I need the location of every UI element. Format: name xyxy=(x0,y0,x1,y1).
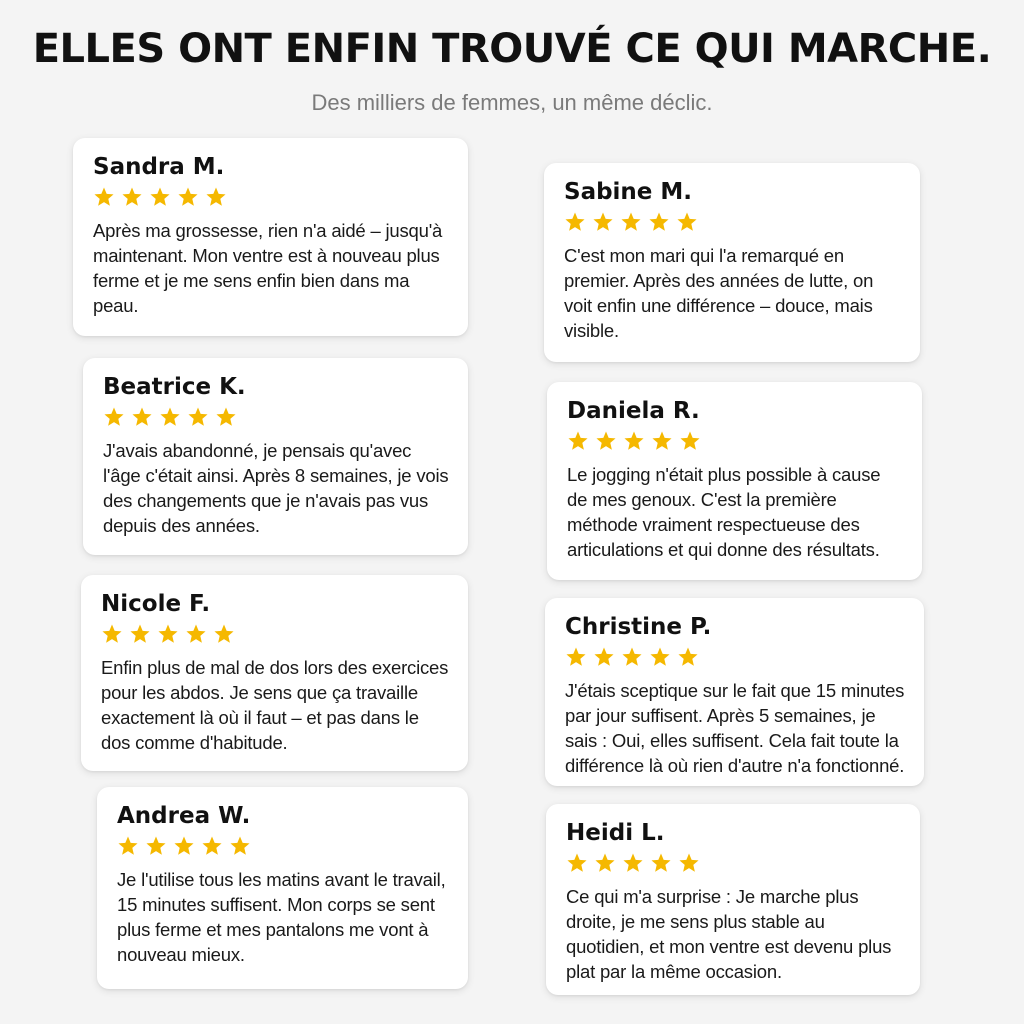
star-icon xyxy=(564,211,586,233)
star-icon xyxy=(567,430,589,452)
star-icon xyxy=(623,430,645,452)
review-card-andrea xyxy=(97,787,468,989)
star-icon xyxy=(177,186,199,208)
star-icon xyxy=(229,835,251,857)
review-text: Le jogging n'était plus possible à cause de mes genoux. C'est la première méthode vraiment respectueuse des articulations et qui donne des résultats. xyxy=(567,464,881,560)
review-text: Je l'utilise tous les matins avant le travail, 15 minutes suffisent. Mon corps se sent plus ferme et mes pantalons me vont à nouveau mieux. xyxy=(117,869,446,965)
reviewer-name: Beatrice K. xyxy=(103,374,246,400)
star-icon xyxy=(649,646,671,668)
star-icon xyxy=(648,211,670,233)
star-icon xyxy=(651,430,673,452)
review-card-christine xyxy=(545,598,924,786)
star-icon xyxy=(679,430,701,452)
star-icon xyxy=(201,835,223,857)
star-rating xyxy=(93,186,450,208)
star-icon xyxy=(159,406,181,428)
review-text: C'est mon mari qui l'a remarqué en premier. Après des années de lutte, on voit enfin une différence – douce, mais visible. xyxy=(564,245,874,341)
star-icon xyxy=(622,852,644,874)
review-card-beatrice xyxy=(83,358,468,555)
reviewer-name: Heidi L. xyxy=(566,820,665,846)
star-icon xyxy=(595,430,617,452)
star-icon xyxy=(678,852,700,874)
star-icon xyxy=(101,623,123,645)
star-icon xyxy=(620,211,642,233)
star-icon xyxy=(650,852,672,874)
star-rating xyxy=(101,623,450,645)
star-icon xyxy=(187,406,209,428)
star-icon xyxy=(676,211,698,233)
star-icon xyxy=(205,186,227,208)
review-card-sabine xyxy=(544,163,920,362)
star-icon xyxy=(565,646,587,668)
reviewer-name: Nicole F. xyxy=(101,591,211,617)
star-icon xyxy=(593,646,615,668)
star-icon xyxy=(173,835,195,857)
star-rating xyxy=(565,646,906,668)
review-card-daniela xyxy=(547,382,922,580)
star-rating xyxy=(117,835,450,857)
star-icon xyxy=(215,406,237,428)
review-text: Ce qui m'a surprise : Je marche plus droite, je me sens plus stable au quotidien, et mon ventre est devenu plus plat par la même occasion. xyxy=(566,886,892,982)
star-icon xyxy=(129,623,151,645)
star-icon xyxy=(592,211,614,233)
reviewer-name: Sabine M. xyxy=(564,179,693,205)
star-icon xyxy=(131,406,153,428)
review-text: J'étais sceptique sur le fait que 15 minutes par jour suffisent. Après 5 semaines, je sais : Oui, elles suffisent. Cela fait toute la différence là où rien d'autre n'a fonctionné. xyxy=(565,680,905,776)
star-icon xyxy=(93,186,115,208)
star-icon xyxy=(185,623,207,645)
review-text: Enfin plus de mal de dos lors des exercices pour les abdos. Je sens que ça travaille exactement là où il faut – et pas dans le dos comme d'habitude. xyxy=(101,657,449,753)
star-icon xyxy=(594,852,616,874)
star-rating xyxy=(564,211,902,233)
star-rating xyxy=(566,852,902,874)
star-icon xyxy=(149,186,171,208)
star-icon xyxy=(103,406,125,428)
star-icon xyxy=(566,852,588,874)
review-text: Après ma grossesse, rien n'a aidé – jusqu'à maintenant. Mon ventre est à nouveau plus ferme et je me sens enfin bien dans ma peau. xyxy=(93,220,443,316)
page-title: ELLES ONT ENFIN TROUVÉ CE QUI MARCHE. xyxy=(32,26,992,72)
star-rating xyxy=(567,430,904,452)
star-icon xyxy=(157,623,179,645)
star-icon xyxy=(677,646,699,668)
review-text: J'avais abandonné, je pensais qu'avec l'âge c'était ainsi. Après 8 semaines, je vois des changements que je n'avais pas vus depuis des années. xyxy=(103,440,449,536)
page-subtitle: Des milliers de femmes, un même déclic. xyxy=(311,90,713,115)
review-card-sandra xyxy=(73,138,468,336)
star-icon xyxy=(621,646,643,668)
star-icon xyxy=(121,186,143,208)
reviewer-name: Sandra M. xyxy=(93,154,225,180)
star-icon xyxy=(145,835,167,857)
reviewer-name: Christine P. xyxy=(565,614,712,640)
star-rating xyxy=(103,406,450,428)
star-icon xyxy=(117,835,139,857)
reviewer-name: Andrea W. xyxy=(117,803,251,829)
star-icon xyxy=(213,623,235,645)
reviewer-name: Daniela R. xyxy=(567,398,700,424)
review-card-heidi xyxy=(546,804,920,995)
review-card-nicole xyxy=(81,575,468,771)
